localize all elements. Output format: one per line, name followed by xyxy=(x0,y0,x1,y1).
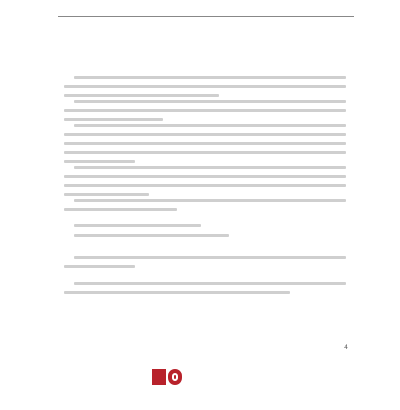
text-line xyxy=(74,256,346,259)
text-line xyxy=(74,234,229,237)
text-line xyxy=(64,184,346,187)
brand-mark-icon xyxy=(152,369,166,385)
text-line xyxy=(64,265,135,268)
page-number: 4 xyxy=(344,344,348,351)
text-line xyxy=(64,151,346,154)
text-line xyxy=(74,199,346,202)
text-line xyxy=(74,76,346,79)
text-line xyxy=(64,193,149,196)
text-line xyxy=(64,85,346,88)
text-line xyxy=(64,160,135,163)
text-line xyxy=(74,166,346,169)
text-line xyxy=(64,175,346,178)
brand-logo xyxy=(152,366,252,388)
text-line xyxy=(64,133,346,136)
text-line xyxy=(74,282,346,285)
text-line xyxy=(64,142,346,145)
text-line xyxy=(64,109,346,112)
text-line xyxy=(64,291,290,294)
text-line xyxy=(64,208,177,211)
text-line xyxy=(64,94,219,97)
text-line xyxy=(74,224,201,227)
header-rule xyxy=(58,16,354,17)
brand-seal-icon xyxy=(168,369,182,385)
text-line xyxy=(64,118,163,121)
text-line xyxy=(74,100,346,103)
text-line xyxy=(74,124,346,127)
